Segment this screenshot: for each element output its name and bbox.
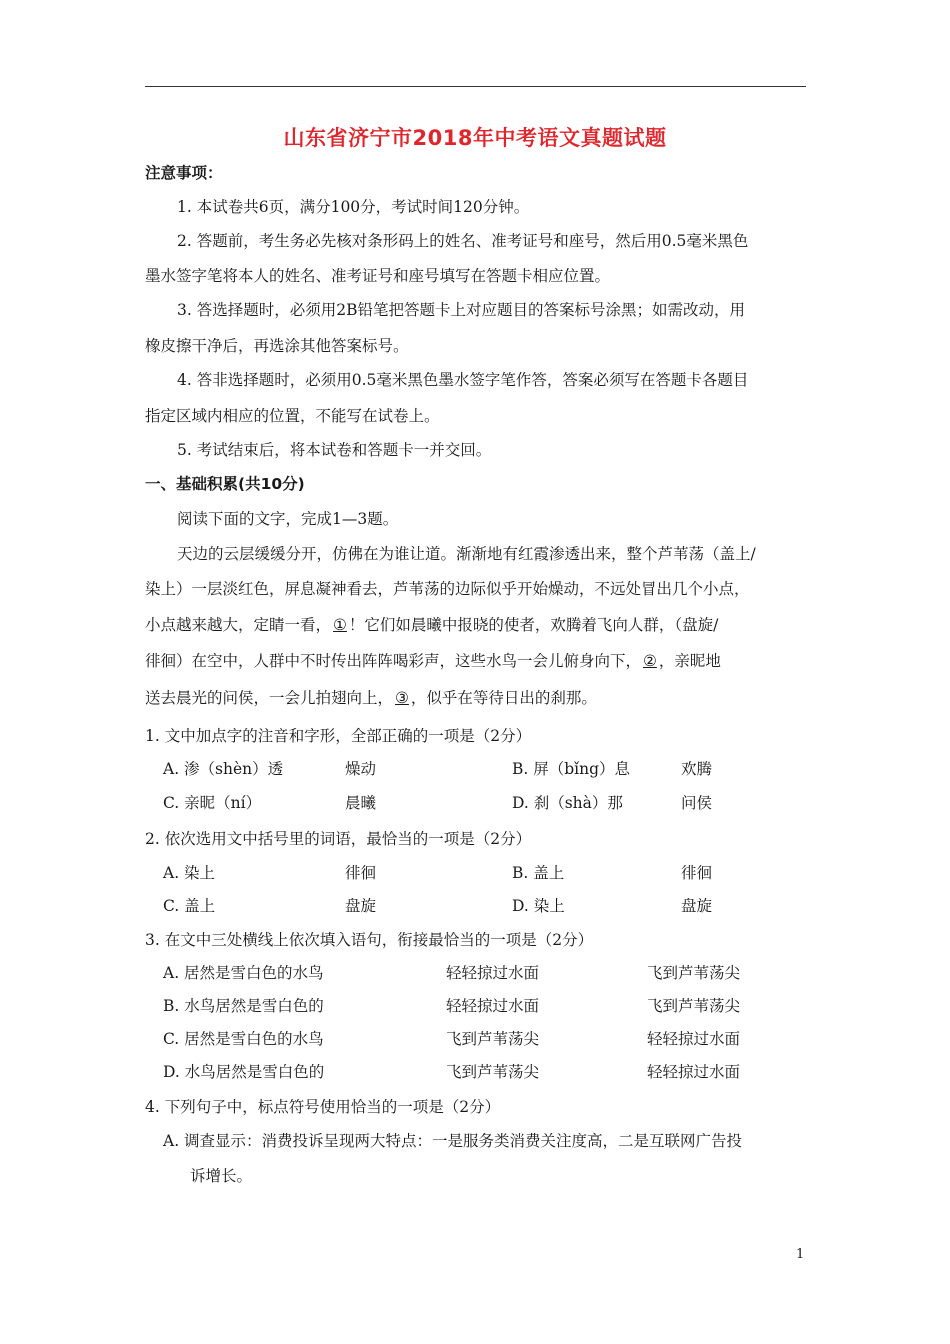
passage-line-2: 染上）一层淡红色，屏息凝神看去，芦苇荡的边际似乎开始燥动，不远处冒出几个小点， xyxy=(145,580,750,598)
q4-option-a-cont: 诉增长。 xyxy=(190,1167,253,1185)
q1-option-d: D. 刹（shà）那 xyxy=(512,794,623,812)
q3-option-c-part2: 飞到芦苇荡尖 xyxy=(446,1030,540,1048)
blank-2: ② xyxy=(643,652,657,670)
q3-option-b-part3: 飞到芦苇荡尖 xyxy=(647,997,741,1015)
q2-option-d-word: 盘旋 xyxy=(681,897,713,915)
notice-4: 4. 答非选择题时，必须用0.5毫米黑色墨水签字笔作答，答案必须写在答题卡各题目 xyxy=(177,371,749,389)
q3-option-b-part2: 轻轻掠过水面 xyxy=(446,997,540,1015)
passage-line-1: 天边的云层缓缓分开，仿佛在为谁让道。渐渐地有红霞渗透出来，整个芦苇荡（盖上/ xyxy=(177,545,756,563)
q3-option-a: A. 居然是雪白色的水鸟 xyxy=(163,964,324,982)
q1-option-b-word: 欢腾 xyxy=(681,760,713,778)
q3-option-d-part3: 轻轻掠过水面 xyxy=(647,1063,741,1081)
q2-option-a-word: 徘徊 xyxy=(345,864,377,882)
blank-1: ① xyxy=(333,616,347,634)
notice-1: 1. 本试卷共6页，满分100分，考试时间120分钟。 xyxy=(177,198,530,216)
q2-option-c-word: 盘旋 xyxy=(345,897,377,915)
header-rule xyxy=(145,86,806,87)
page-number: 1 xyxy=(796,1247,805,1262)
passage-text: ！它们如晨曦中报晓的使者，欢腾着飞向人群，（盘旋/ xyxy=(348,616,719,634)
blank-3: ③ xyxy=(395,689,409,707)
passage-line-4 xyxy=(145,651,721,671)
passage-text: ，亲昵地 xyxy=(658,652,721,670)
notice-2-cont: 墨水签字笔将本人的姓名、准考证号和座号填写在答题卡相应位置。 xyxy=(145,267,611,285)
q2-option-a: A. 染上 xyxy=(163,864,216,882)
passage-text: 送去晨光的问侯，一会儿拍翅向上， xyxy=(145,689,394,707)
passage-line-3 xyxy=(145,615,718,635)
question-2-stem: 2. 依次选用文中括号里的词语，最恰当的一项是（2分） xyxy=(145,830,532,848)
notice-3: 3. 答选择题时，必须用2B铅笔把答题卡上对应题目的答案标号涂黑；如需改动，用 xyxy=(177,301,745,319)
passage-line-5 xyxy=(145,688,597,708)
q3-option-d: D. 水鸟居然是雪白色的 xyxy=(163,1063,325,1081)
page-title: 山东省济宁市2018年中考语文真题试题 xyxy=(283,126,667,150)
section-1-heading: 一、基础积累(共10分) xyxy=(145,475,305,493)
question-4-stem: 4. 下列句子中，标点符号使用恰当的一项是（2分） xyxy=(145,1098,501,1116)
q2-option-c: C. 盖上 xyxy=(163,897,216,915)
question-1-stem: 1. 文中加点字的注音和字形，全部正确的一项是（2分） xyxy=(145,727,532,745)
passage-text: 徘徊）在空中，人群中不时传出阵阵喝彩声，这些水鸟一会儿俯身向下， xyxy=(145,652,642,670)
q3-option-a-part2: 轻轻掠过水面 xyxy=(446,964,540,982)
notice-heading: 注意事项： xyxy=(145,164,223,182)
passage-text: 小点越来越大，定睛一看， xyxy=(145,616,332,634)
passage-text: ，似乎在等待日出的刹那。 xyxy=(410,689,597,707)
question-3-stem: 3. 在文中三处横线上依次填入语句，衔接最恰当的一项是（2分） xyxy=(145,931,594,949)
notice-2: 2. 答题前，考生务必先核对条形码上的姓名、准考证号和座号，然后用0.5毫米黑色 xyxy=(177,232,749,250)
notice-3-cont: 橡皮擦干净后，再选涂其他答案标号。 xyxy=(145,337,409,355)
q3-option-c: C. 居然是雪白色的水鸟 xyxy=(163,1030,324,1048)
q2-option-d: D. 染上 xyxy=(512,897,565,915)
q1-option-d-word: 问侯 xyxy=(681,794,713,812)
q1-option-c: C. 亲昵（ní） xyxy=(163,794,262,812)
q3-option-d-part2: 飞到芦苇荡尖 xyxy=(446,1063,540,1081)
notice-4-cont: 指定区域内相应的位置，不能写在试卷上。 xyxy=(145,407,440,425)
q2-option-b-word: 徘徊 xyxy=(681,864,713,882)
q1-option-b: B. 屏（bǐng）息 xyxy=(512,760,631,778)
q2-option-b: B. 盖上 xyxy=(512,864,565,882)
q3-option-b: B. 水鸟居然是雪白色的 xyxy=(163,997,324,1015)
reading-intro: 阅读下面的文字，完成1—3题。 xyxy=(177,510,399,528)
q1-option-c-word: 晨曦 xyxy=(345,794,377,812)
q1-option-a: A. 渗（shèn）透 xyxy=(163,760,284,778)
q3-option-a-part3: 飞到芦苇荡尖 xyxy=(647,964,741,982)
q4-option-a: A. 调查显示：消费投诉呈现两大特点：一是服务类消费关注度高，二是互联网广告投 xyxy=(163,1132,743,1150)
notice-5: 5. 考试结束后，将本试卷和答题卡一并交回。 xyxy=(177,441,492,459)
q3-option-c-part3: 轻轻掠过水面 xyxy=(647,1030,741,1048)
q1-option-a-word: 燥动 xyxy=(345,760,377,778)
